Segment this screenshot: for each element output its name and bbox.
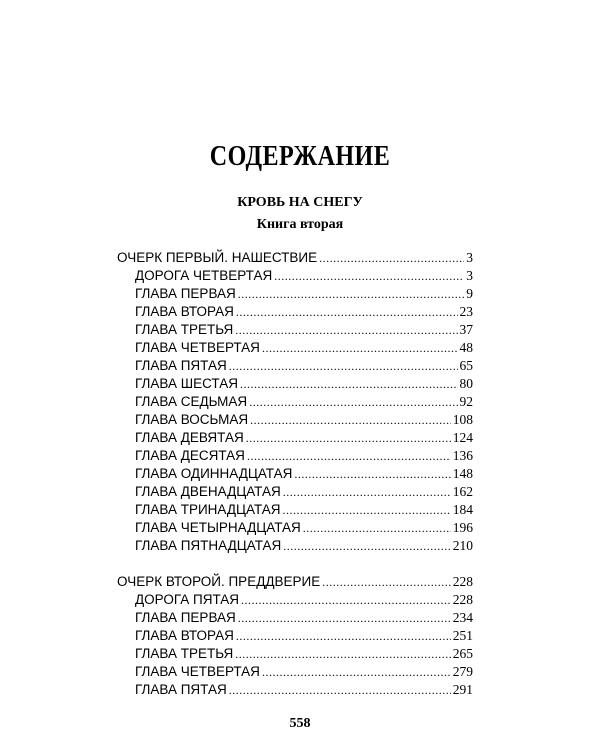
toc-entry-page: 234 xyxy=(452,610,473,625)
toc-entry-page: 3 xyxy=(466,268,473,283)
toc-entry-page: 162 xyxy=(452,484,473,499)
toc-entry-page: 279 xyxy=(452,664,473,679)
toc-entry-label: ГЛАВА ПЯТНАДЦАТАЯ xyxy=(135,538,282,553)
toc-entry-page: 251 xyxy=(452,628,473,643)
toc-dot-leader xyxy=(236,303,458,321)
toc-chapter-entry xyxy=(135,537,473,555)
toc-dot-leader xyxy=(262,339,458,357)
toc-entry-label: ОЧЕРК ВТОРОЙ. ПРЕДДВЕРИЕ xyxy=(117,574,321,589)
toc-entry-label: ГЛАВА ДВЕНАДЦАТАЯ xyxy=(135,484,281,499)
toc-dot-leader xyxy=(238,285,465,303)
toc-entry-label: ГЛАВА ТРИНАДЦАТАЯ xyxy=(135,502,281,517)
toc-entry-page: 9 xyxy=(466,286,473,301)
book-title: КРОВЬ НА СНЕГУ xyxy=(237,195,363,210)
toc-dot-leader xyxy=(236,627,451,645)
toc-entry-label: ГЛАВА ПЯТАЯ xyxy=(135,682,227,697)
toc-dot-leader xyxy=(229,357,458,375)
toc-chapter-entry xyxy=(135,609,473,627)
toc-entry-label: ГЛАВА ДЕВЯТАЯ xyxy=(135,430,244,445)
toc-entry-label: ГЛАВА ЧЕТВЕРТАЯ xyxy=(135,340,260,355)
toc-dot-leader xyxy=(235,321,457,339)
toc-entry-label: ГЛАВА ЧЕТЫРНАДЦАТАЯ xyxy=(135,520,301,535)
toc-entry-label: ГЛАВА ШЕСТАЯ xyxy=(135,376,238,391)
toc-entry-page: 23 xyxy=(459,304,473,319)
toc-entry-label: ГЛАВА ВТОРАЯ xyxy=(135,628,234,643)
toc-entry-page: 210 xyxy=(452,538,473,553)
page-title: СОДЕРЖАНИЕ xyxy=(209,141,391,172)
toc-dot-leader xyxy=(283,537,450,555)
toc-entry-label: ГЛАВА ВТОРАЯ xyxy=(135,304,234,319)
toc-entry-label: ГЛАВА ПЕРВАЯ xyxy=(135,286,236,301)
toc-entry-page: 108 xyxy=(452,412,473,427)
toc-entry-page: 124 xyxy=(452,430,473,445)
toc-chapter-entry xyxy=(135,357,473,375)
toc-chapter-entry xyxy=(135,285,473,303)
toc-dot-leader xyxy=(240,375,458,393)
toc-entry-page: 48 xyxy=(459,340,473,355)
toc-chapter-entry xyxy=(135,339,473,357)
toc-entry-page: 228 xyxy=(452,592,473,607)
toc-entry-label: ГЛАВА ПЯТАЯ xyxy=(135,358,227,373)
toc-dot-leader xyxy=(322,573,451,591)
toc-dot-leader xyxy=(319,249,464,267)
toc-entry-label: ГЛАВА ТРЕТЬЯ xyxy=(135,646,234,661)
toc-dot-leader xyxy=(274,267,464,285)
toc-dot-leader xyxy=(249,393,457,411)
toc-dot-leader xyxy=(262,663,451,681)
toc-dot-leader xyxy=(250,411,451,429)
toc-entry-page: 184 xyxy=(452,502,473,517)
toc-entry-label: ДОРОГА ПЯТАЯ xyxy=(135,592,240,607)
toc-entry-page: 265 xyxy=(452,646,473,661)
toc-chapter-entry xyxy=(135,645,473,663)
toc-entry-page: 65 xyxy=(459,358,473,373)
toc-entry-label: ГЛАВА ВОСЬМАЯ xyxy=(135,412,249,427)
toc-entry-page: 136 xyxy=(452,448,473,463)
toc-dot-leader xyxy=(238,609,451,627)
toc-chapter-entry xyxy=(135,393,473,411)
toc-dot-leader xyxy=(247,447,451,465)
book-subtitle: Книга вторая xyxy=(256,217,344,232)
toc-entry-page: 148 xyxy=(452,466,473,481)
toc-chapter-entry xyxy=(135,303,473,321)
toc-chapter-entry xyxy=(135,519,473,537)
toc-dot-leader xyxy=(283,501,451,519)
page-number: 558 xyxy=(289,716,311,731)
toc-chapter-entry xyxy=(135,447,473,465)
toc-entry-label: ГЛАВА ТРЕТЬЯ xyxy=(135,322,234,337)
toc-chapter-entry xyxy=(135,591,473,609)
toc-dot-leader xyxy=(283,483,451,501)
toc-chapter-entry xyxy=(135,375,473,393)
toc-entry-label: ГЛАВА СЕДЬМАЯ xyxy=(135,394,248,409)
toc-dot-leader xyxy=(294,465,450,483)
toc-chapter-entry xyxy=(135,429,473,447)
toc-entry-page: 37 xyxy=(459,322,473,337)
toc-entry-label: ГЛАВА ДЕСЯТАЯ xyxy=(135,448,245,463)
toc-chapter-entry xyxy=(135,483,473,501)
toc-entry-page: 228 xyxy=(452,574,473,589)
toc-entry-label: ДОРОГА ЧЕТВЕРТАЯ xyxy=(135,268,273,283)
toc-entry-label: ОЧЕРК ПЕРВЫЙ. НАШЕСТВИЕ xyxy=(117,250,318,265)
toc-entry-page: 196 xyxy=(452,520,473,535)
toc-entry-page: 291 xyxy=(452,682,473,697)
toc-chapter-entry xyxy=(135,321,473,339)
toc-part-entry xyxy=(117,249,473,267)
toc-chapter-entry xyxy=(135,501,473,519)
toc-entry-page: 92 xyxy=(459,394,473,409)
toc-chapter-entry xyxy=(135,411,473,429)
toc-chapter-entry xyxy=(135,465,473,483)
toc-entry-label: ГЛАВА ЧЕТВЕРТАЯ xyxy=(135,664,260,679)
toc-entry-label: ГЛАВА ОДИННАДЦАТАЯ xyxy=(135,466,293,481)
toc-entry-page: 3 xyxy=(466,250,473,265)
toc-entry-label: ГЛАВА ПЕРВАЯ xyxy=(135,610,236,625)
toc-dot-leader xyxy=(303,519,451,537)
toc-chapter-entry xyxy=(135,663,473,681)
toc-dot-leader xyxy=(229,681,451,699)
toc-chapter-entry xyxy=(135,627,473,645)
toc-dot-leader xyxy=(246,429,451,447)
toc-entry-page: 80 xyxy=(459,376,473,391)
toc-dot-leader xyxy=(235,645,451,663)
toc-dot-leader xyxy=(241,591,451,609)
toc-chapter-entry xyxy=(135,681,473,699)
toc-chapter-entry xyxy=(135,267,473,285)
toc-part-entry xyxy=(117,573,473,591)
